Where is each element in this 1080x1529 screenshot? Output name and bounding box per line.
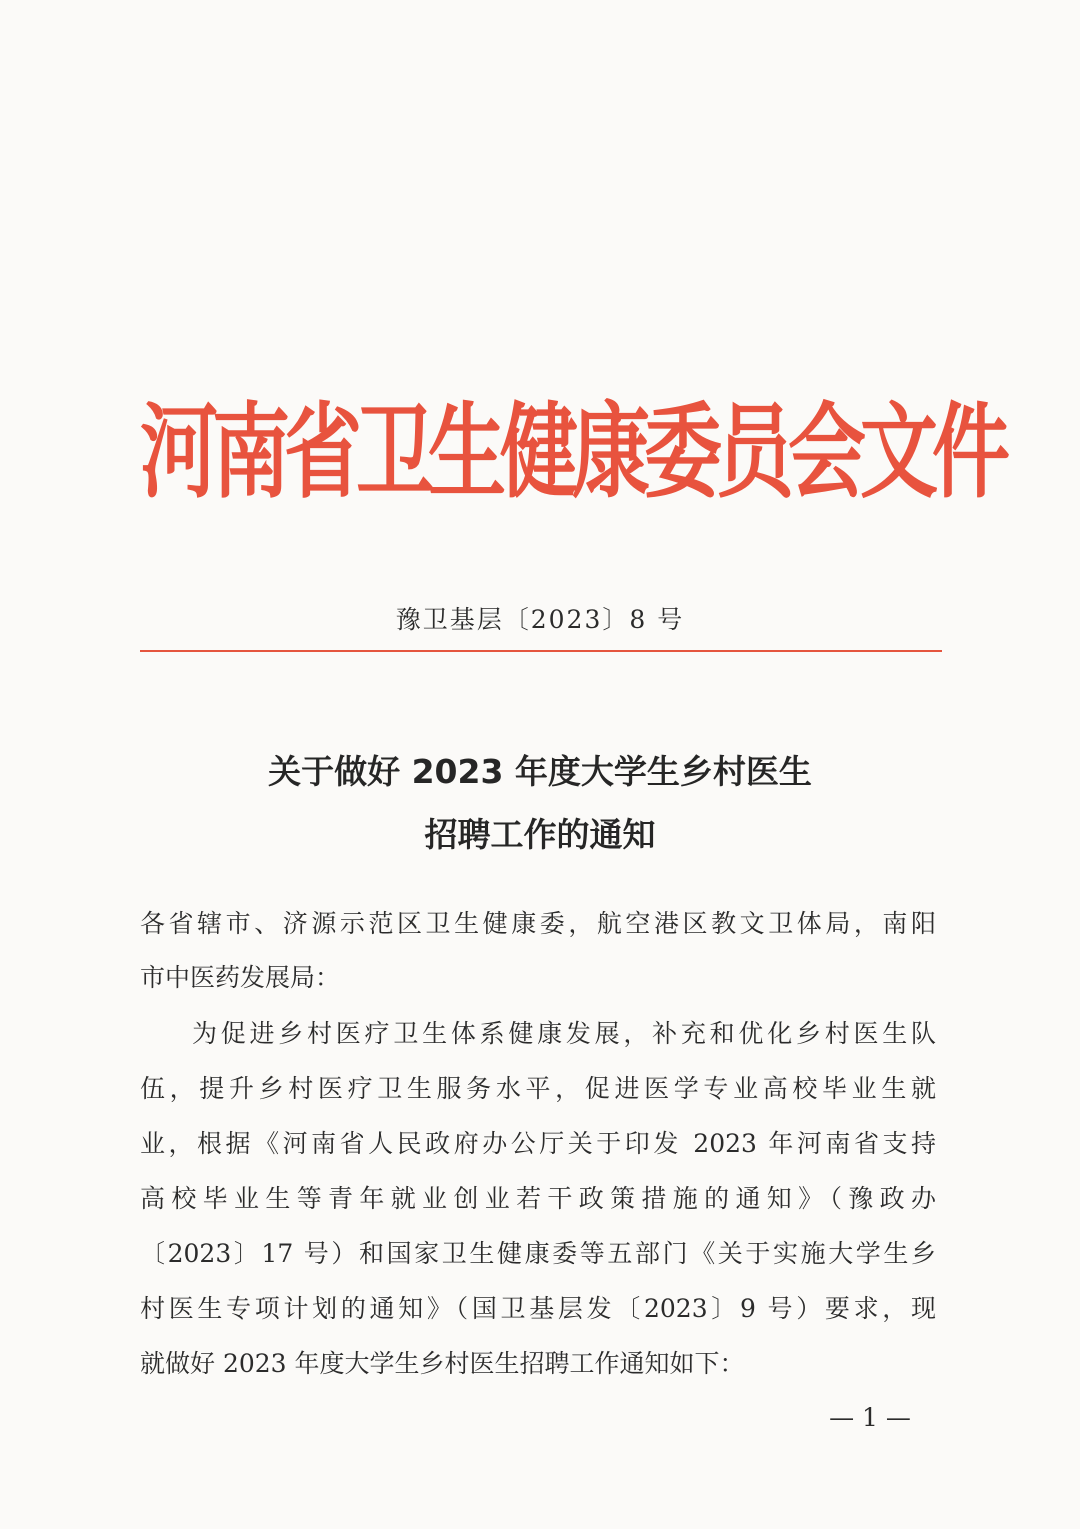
body-line-1: 为促进乡村医疗卫生体系健康发展，补充和优化乡村医生队 <box>192 1019 936 1048</box>
body-line-6: 村医生专项计划的通知》（国卫基层发〔2023〕9 号）要求，现 <box>140 1294 936 1323</box>
notice-title-line-1: 关于做好 2023 年度大学生乡村医生 <box>268 752 812 791</box>
addressee-line-1: 各省辖市、济源示范区卫生健康委，航空港区教文卫体局，南阳 <box>140 909 936 938</box>
body-line-3: 业，根据《河南省人民政府办公厅关于印发 2023 年河南省支持 <box>140 1129 936 1158</box>
addressee-line-2: 市中医药发展局： <box>140 963 341 992</box>
page-number: — 1 — <box>829 1403 911 1432</box>
body-line-4: 高校毕业生等青年就业创业若干政策措施的通知》（豫政办 <box>140 1184 936 1213</box>
red-divider-rule <box>140 650 942 652</box>
document-number: 豫卫基层〔2023〕8 号 <box>395 605 685 634</box>
body-line-5: 〔2023〕17 号）和国家卫生健康委等五部门《关于实施大学生乡 <box>140 1239 936 1268</box>
masthead-title: 河南省卫生健康委员会文件 <box>140 393 1005 513</box>
notice-title-line-2: 招聘工作的通知 <box>424 815 656 854</box>
body-line-2: 伍，提升乡村医疗卫生服务水平，促进医学专业高校毕业生就 <box>140 1074 936 1103</box>
body-line-7: 就做好 2023 年度大学生乡村医生招聘工作通知如下： <box>140 1349 745 1378</box>
